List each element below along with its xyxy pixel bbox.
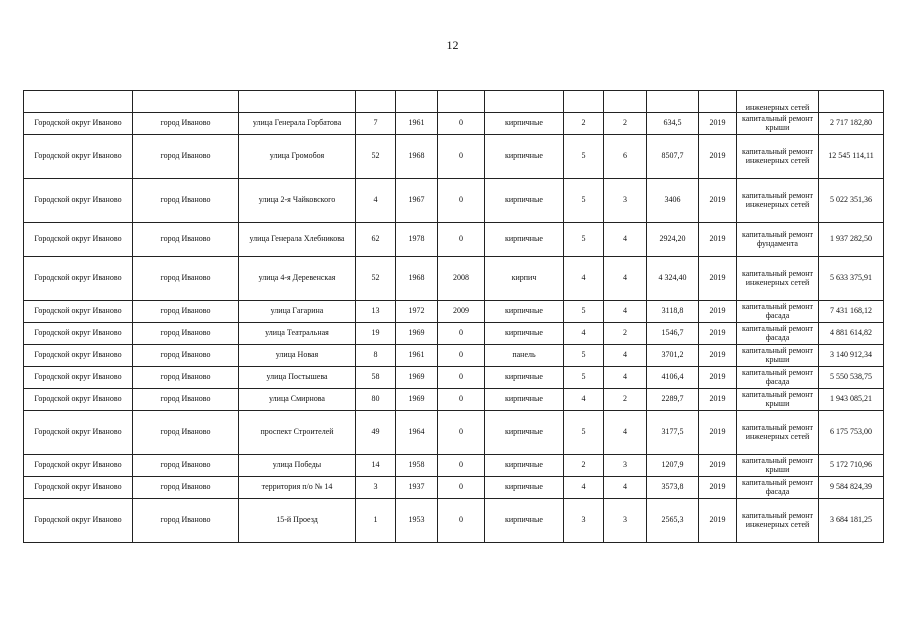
cell-city: город Иваново [133, 257, 239, 301]
cell-cost: 9 584 824,39 [819, 477, 884, 499]
cell-district: Городской округ Иваново [24, 367, 133, 389]
cell-year-built: 1968 [396, 257, 438, 301]
cell-floors: 3 [564, 499, 604, 543]
cell-area: 2289,7 [647, 389, 699, 411]
table-row [24, 455, 884, 477]
cell-district: Городской округ Иваново [24, 499, 133, 543]
cell-plan-year: 2019 [699, 257, 737, 301]
cell-district: Городской округ Иваново [24, 389, 133, 411]
cell-street: улица Победы [239, 455, 356, 477]
cell-year-renov: 0 [438, 323, 485, 345]
cell-cost: 1 937 282,50 [819, 223, 884, 257]
cell-plan-year: 2019 [699, 323, 737, 345]
cell-floors [564, 91, 604, 113]
table-row [24, 257, 884, 301]
cell-street: улица Постышева [239, 367, 356, 389]
cell-year-built: 1969 [396, 389, 438, 411]
cell-plan-year: 2019 [699, 389, 737, 411]
cell-city: город Иваново [133, 411, 239, 455]
cell-work: капитальный ремонт инженерных сетей [737, 499, 819, 543]
cell-year-renov: 0 [438, 389, 485, 411]
cell-city: город Иваново [133, 455, 239, 477]
table-row [24, 223, 884, 257]
cell-year-built: 1972 [396, 301, 438, 323]
cell-area: 1546,7 [647, 323, 699, 345]
cell-year-built: 1967 [396, 179, 438, 223]
cell-floors: 2 [564, 113, 604, 135]
cell-year-built: 1969 [396, 367, 438, 389]
cell-area: 3177,5 [647, 411, 699, 455]
cell-material: кирпичные [485, 223, 564, 257]
housing-registry-table [23, 90, 884, 543]
cell-material: кирпичные [485, 179, 564, 223]
cell-material: кирпичные [485, 135, 564, 179]
table-row [24, 499, 884, 543]
table-row [24, 411, 884, 455]
table-row [24, 135, 884, 179]
cell-house: 7 [356, 113, 396, 135]
cell-entrances: 4 [604, 367, 647, 389]
cell-year-renov: 0 [438, 179, 485, 223]
cell-house: 62 [356, 223, 396, 257]
cell-district: Городской округ Иваново [24, 301, 133, 323]
cell-year-renov: 0 [438, 499, 485, 543]
cell-street: 15-й Проезд [239, 499, 356, 543]
cell-entrances: 4 [604, 411, 647, 455]
cell-year-renov: 2009 [438, 301, 485, 323]
cell-cost: 5 550 538,75 [819, 367, 884, 389]
cell-work: капитальный ремонт инженерных сетей [737, 179, 819, 223]
cell-house: 4 [356, 179, 396, 223]
cell-house: 80 [356, 389, 396, 411]
cell-floors: 5 [564, 345, 604, 367]
cell-year-renov: 0 [438, 477, 485, 499]
cell-area: 2565,3 [647, 499, 699, 543]
cell-street: территория п/о № 14 [239, 477, 356, 499]
cell-entrances: 3 [604, 455, 647, 477]
cell-entrances: 4 [604, 301, 647, 323]
cell-cost: 3 140 912,34 [819, 345, 884, 367]
cell-house: 14 [356, 455, 396, 477]
cell-year-built [396, 91, 438, 113]
cell-floors: 5 [564, 135, 604, 179]
cell-year-renov: 0 [438, 135, 485, 179]
cell-year-renov: 0 [438, 411, 485, 455]
cell-entrances: 3 [604, 499, 647, 543]
cell-work: капитальный ремонт крыши [737, 389, 819, 411]
cell-district: Городской округ Иваново [24, 179, 133, 223]
table-row [24, 113, 884, 135]
cell-material: кирпичные [485, 301, 564, 323]
cell-floors: 4 [564, 477, 604, 499]
cell-city: город Иваново [133, 179, 239, 223]
cell-year-built: 1964 [396, 411, 438, 455]
cell-street: улица Новая [239, 345, 356, 367]
cell-entrances: 2 [604, 113, 647, 135]
cell-cost: 4 881 614,82 [819, 323, 884, 345]
cell-material: кирпичные [485, 477, 564, 499]
cell-city: город Иваново [133, 223, 239, 257]
cell-city: город Иваново [133, 477, 239, 499]
cell-entrances: 4 [604, 345, 647, 367]
cell-cost: 2 717 182,80 [819, 113, 884, 135]
table-row [24, 389, 884, 411]
cell-year-renov: 0 [438, 345, 485, 367]
cell-cost: 12 545 114,11 [819, 135, 884, 179]
cell-plan-year: 2019 [699, 223, 737, 257]
cell-house: 49 [356, 411, 396, 455]
cell-entrances [604, 91, 647, 113]
cell-year-renov: 0 [438, 455, 485, 477]
cell-house: 52 [356, 135, 396, 179]
cell-plan-year: 2019 [699, 499, 737, 543]
cell-area [647, 91, 699, 113]
cell-plan-year: 2019 [699, 411, 737, 455]
cell-year-built: 1969 [396, 323, 438, 345]
cell-material: панель [485, 345, 564, 367]
cell-house: 58 [356, 367, 396, 389]
cell-work: капитальный ремонт фасада [737, 301, 819, 323]
cell-entrances: 4 [604, 257, 647, 301]
cell-city: город Иваново [133, 345, 239, 367]
cell-area: 3118,8 [647, 301, 699, 323]
cell-house [356, 91, 396, 113]
cell-work: капитальный ремонт фасада [737, 323, 819, 345]
cell-cost [819, 91, 884, 113]
cell-floors: 5 [564, 179, 604, 223]
cell-material [485, 91, 564, 113]
cell-floors: 4 [564, 323, 604, 345]
cell-street: улица Гагарина [239, 301, 356, 323]
cell-district: Городской округ Иваново [24, 411, 133, 455]
table-row [24, 367, 884, 389]
cell-material: кирпичные [485, 499, 564, 543]
cell-material: кирпичные [485, 389, 564, 411]
cell-street: улица Генерала Хлебникова [239, 223, 356, 257]
table-row [24, 301, 884, 323]
cell-plan-year: 2019 [699, 345, 737, 367]
cell-street: проспект Строителей [239, 411, 356, 455]
cell-entrances: 4 [604, 477, 647, 499]
cell-work: капитальный ремонт инженерных сетей [737, 257, 819, 301]
cell-district [24, 91, 133, 113]
cell-house: 13 [356, 301, 396, 323]
table-row-continued [24, 91, 884, 113]
cell-floors: 5 [564, 301, 604, 323]
cell-plan-year: 2019 [699, 113, 737, 135]
cell-plan-year [699, 91, 737, 113]
cell-work: капитальный ремонт фасада [737, 367, 819, 389]
cell-plan-year: 2019 [699, 135, 737, 179]
cell-work: капитальный ремонт крыши [737, 345, 819, 367]
cell-city: город Иваново [133, 323, 239, 345]
cell-district: Городской округ Иваново [24, 477, 133, 499]
table-row [24, 345, 884, 367]
cell-house: 52 [356, 257, 396, 301]
cell-year-renov: 0 [438, 223, 485, 257]
cell-cost: 3 684 181,25 [819, 499, 884, 543]
cell-year-renov: 0 [438, 113, 485, 135]
cell-plan-year: 2019 [699, 301, 737, 323]
cell-cost: 5 633 375,91 [819, 257, 884, 301]
cell-plan-year: 2019 [699, 179, 737, 223]
cell-area: 2924,20 [647, 223, 699, 257]
cell-material: кирпич [485, 257, 564, 301]
cell-city [133, 91, 239, 113]
cell-cost: 1 943 085,21 [819, 389, 884, 411]
cell-area: 3406 [647, 179, 699, 223]
cell-entrances: 4 [604, 223, 647, 257]
cell-district: Городской округ Иваново [24, 223, 133, 257]
cell-floors: 4 [564, 389, 604, 411]
cell-city: город Иваново [133, 301, 239, 323]
cell-area: 634,5 [647, 113, 699, 135]
cell-year-built: 1953 [396, 499, 438, 543]
cell-area: 1207,9 [647, 455, 699, 477]
cell-material: кирпичные [485, 411, 564, 455]
cell-year-built: 1968 [396, 135, 438, 179]
cell-area: 4106,4 [647, 367, 699, 389]
cell-entrances: 6 [604, 135, 647, 179]
cell-city: город Иваново [133, 113, 239, 135]
cell-material: кирпичные [485, 367, 564, 389]
cell-year-renov: 2008 [438, 257, 485, 301]
cell-city: город Иваново [133, 135, 239, 179]
cell-street [239, 91, 356, 113]
cell-plan-year: 2019 [699, 367, 737, 389]
cell-material: кирпичные [485, 113, 564, 135]
cell-street: улица Театральная [239, 323, 356, 345]
cell-house: 3 [356, 477, 396, 499]
cell-year-built: 1937 [396, 477, 438, 499]
table-row [24, 179, 884, 223]
table-row [24, 323, 884, 345]
cell-street: улица 2-я Чайковского [239, 179, 356, 223]
cell-floors: 5 [564, 411, 604, 455]
cell-area: 8507,7 [647, 135, 699, 179]
cell-work: капитальный ремонт крыши [737, 113, 819, 135]
cell-district: Городской округ Иваново [24, 345, 133, 367]
cell-city: город Иваново [133, 367, 239, 389]
table-row [24, 477, 884, 499]
cell-city: город Иваново [133, 389, 239, 411]
cell-street: улица Смирнова [239, 389, 356, 411]
cell-plan-year: 2019 [699, 477, 737, 499]
cell-floors: 4 [564, 257, 604, 301]
cell-year-built: 1978 [396, 223, 438, 257]
cell-house: 19 [356, 323, 396, 345]
cell-entrances: 3 [604, 179, 647, 223]
cell-street: улица Громобоя [239, 135, 356, 179]
cell-house: 1 [356, 499, 396, 543]
cell-entrances: 2 [604, 389, 647, 411]
cell-district: Городской округ Иваново [24, 257, 133, 301]
cell-work: капитальный ремонт крыши [737, 455, 819, 477]
cell-house: 8 [356, 345, 396, 367]
cell-year-built: 1961 [396, 345, 438, 367]
cell-cost: 7 431 168,12 [819, 301, 884, 323]
cell-material: кирпичные [485, 455, 564, 477]
cell-cost: 5 022 351,36 [819, 179, 884, 223]
cell-floors: 5 [564, 367, 604, 389]
cell-area: 3701,2 [647, 345, 699, 367]
cell-floors: 5 [564, 223, 604, 257]
cell-district: Городской округ Иваново [24, 455, 133, 477]
cell-year-renov [438, 91, 485, 113]
cell-cost: 6 175 753,00 [819, 411, 884, 455]
cell-district: Городской округ Иваново [24, 135, 133, 179]
cell-plan-year: 2019 [699, 455, 737, 477]
cell-district: Городской округ Иваново [24, 323, 133, 345]
cell-entrances: 2 [604, 323, 647, 345]
cell-year-renov: 0 [438, 367, 485, 389]
cell-work: капитальный ремонт инженерных сетей [737, 135, 819, 179]
cell-work: инженерных сетей [737, 91, 819, 113]
cell-area: 3573,8 [647, 477, 699, 499]
page-number: 12 [446, 38, 459, 52]
cell-street: улица 4-я Деревенская [239, 257, 356, 301]
cell-district: Городской округ Иваново [24, 113, 133, 135]
cell-year-built: 1958 [396, 455, 438, 477]
cell-cost: 5 172 710,96 [819, 455, 884, 477]
cell-area: 4 324,40 [647, 257, 699, 301]
cell-work: капитальный ремонт фасада [737, 477, 819, 499]
cell-city: город Иваново [133, 499, 239, 543]
cell-material: кирпичные [485, 323, 564, 345]
cell-work: капитальный ремонт фундамента [737, 223, 819, 257]
cell-year-built: 1961 [396, 113, 438, 135]
cell-floors: 2 [564, 455, 604, 477]
cell-street: улица Генерала Горбатова [239, 113, 356, 135]
cell-work: капитальный ремонт инженерных сетей [737, 411, 819, 455]
